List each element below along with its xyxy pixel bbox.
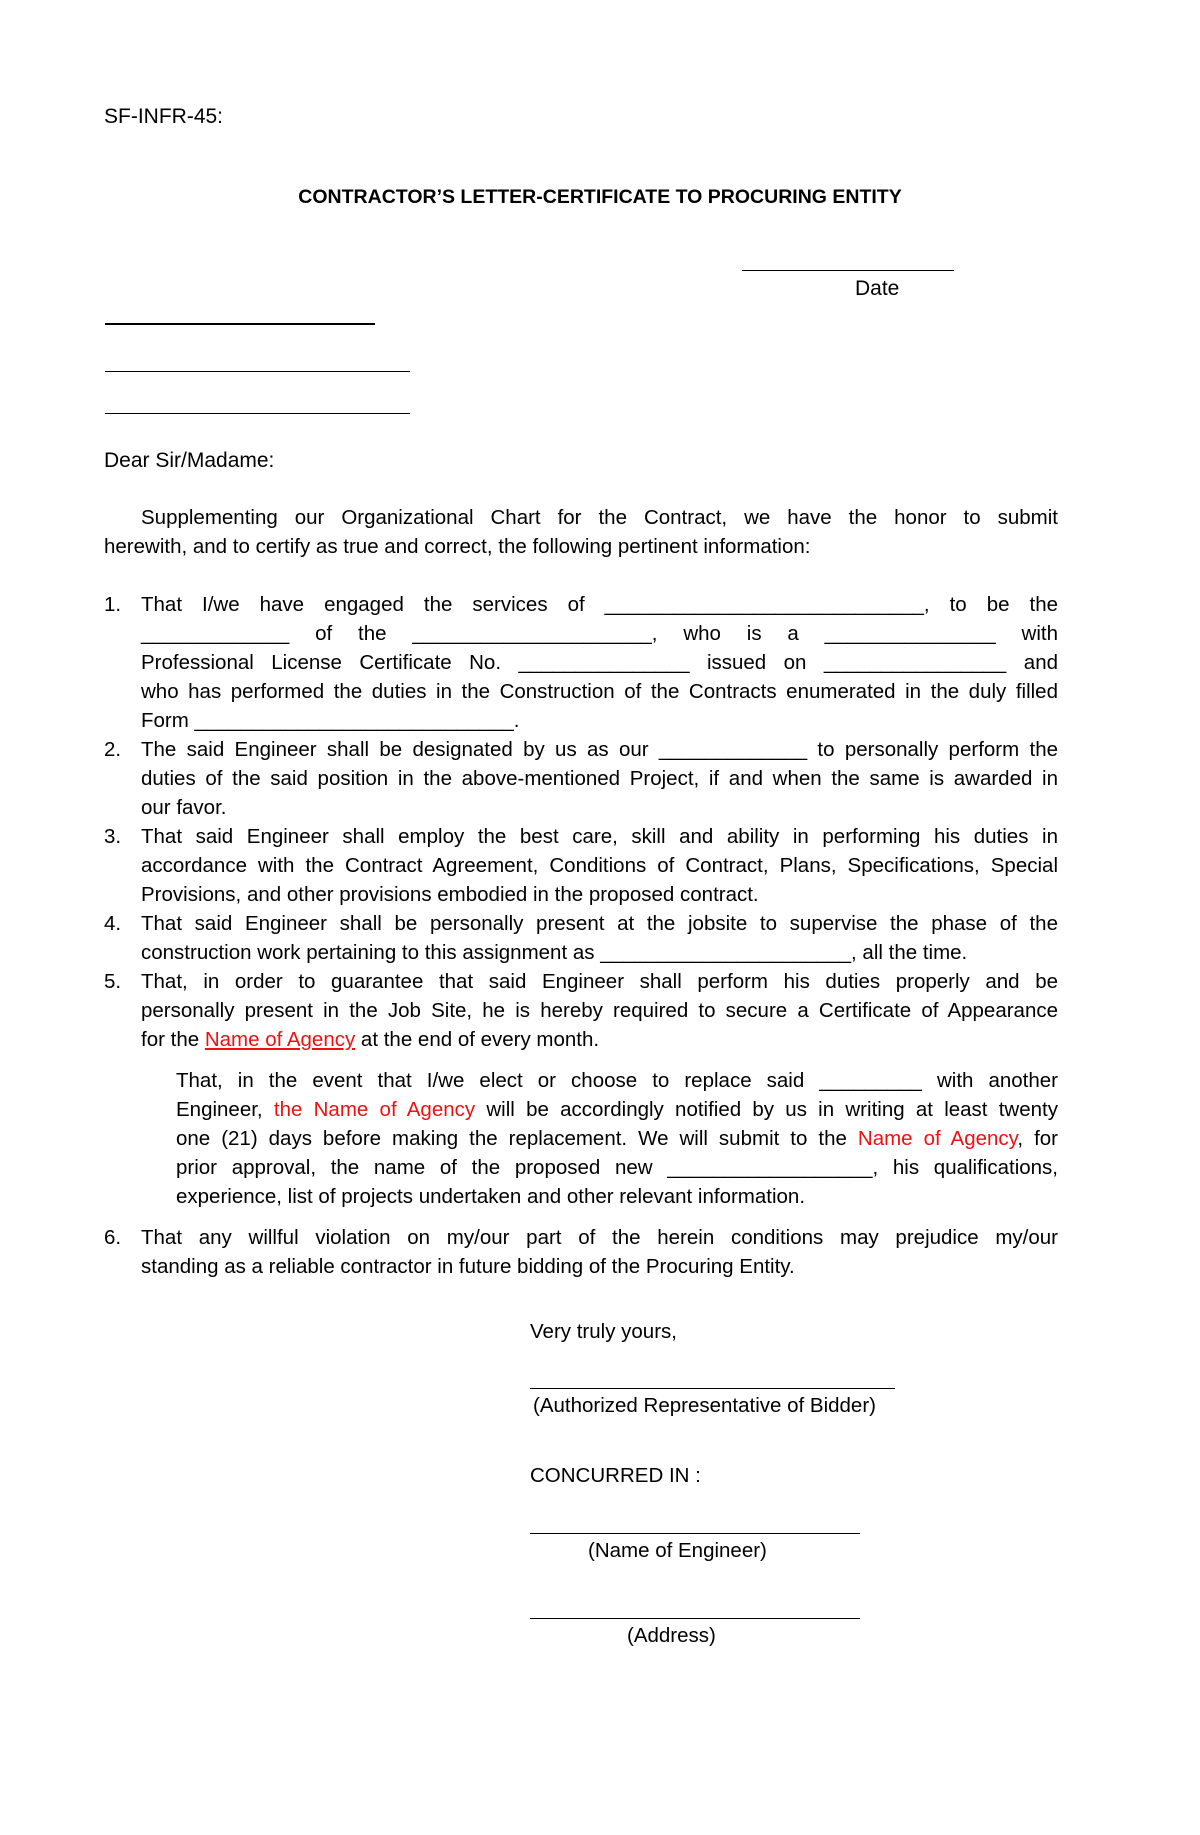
addressee-line-1: [105, 323, 375, 325]
item-number-4: 4.: [104, 912, 122, 935]
sub-paragraph-line-1: That, in the event that I/we elect or choose to replace said _________ with another: [176, 1069, 1058, 1092]
date-label: Date: [855, 277, 900, 300]
engineer-label: (Name of Engineer): [588, 1539, 767, 1562]
representative-signature-line: [530, 1388, 895, 1389]
addressee-line-3: [105, 413, 410, 414]
item-number-2: 2.: [104, 738, 122, 761]
item6-line-1: That any willful violation on my/our part of the herein conditions may prejudice my/our: [141, 1226, 1058, 1249]
representative-label: (Authorized Representative of Bidder): [533, 1394, 876, 1417]
salutation: Dear Sir/Madame:: [104, 449, 275, 472]
valediction: Very truly yours,: [530, 1320, 677, 1343]
engineer-signature-line: [530, 1533, 860, 1534]
item4-line-1: That said Engineer shall be personally present at the jobsite to supervise the phase of the: [141, 912, 1058, 935]
sub-paragraph-line-3: one (21) days before making the replacement. We will submit to the Name of Agency, for: [176, 1127, 1058, 1150]
item-number-6: 6.: [104, 1226, 122, 1249]
item-number-5: 5.: [104, 970, 122, 993]
item2-line-3: our favor.: [141, 796, 227, 819]
item5-line-3: for the Name of Agency at the end of every month.: [141, 1028, 600, 1051]
item1-line-4: who has performed the duties in the Construction of the Contracts enumerated in the duly filled: [141, 680, 1058, 703]
sub-paragraph-line-5: experience, list of projects undertaken and other relevant information.: [176, 1185, 806, 1208]
concurred-label: CONCURRED IN :: [530, 1464, 701, 1487]
item6-line-2: standing as a reliable contractor in future bidding of the Procuring Entity.: [141, 1255, 795, 1278]
item4-line-2: construction work pertaining to this assignment as ______________________, all the time.: [141, 941, 968, 964]
address-label: (Address): [627, 1624, 716, 1647]
sub-paragraph-line-4: prior approval, the name of the proposed new __________________, his qualifications,: [176, 1156, 1058, 1179]
agency-name-placeholder: the Name of Agency: [273, 1098, 476, 1121]
agency-name-placeholder: Name of Agency: [857, 1127, 1018, 1150]
item1-line-3: Professional License Certificate No. _______________ issued on ________________ and: [141, 651, 1058, 674]
item5-line-1: That, in order to guarantee that said Engineer shall perform his duties properly and be: [141, 970, 1058, 993]
item3-line-1: That said Engineer shall employ the best care, skill and ability in performing his duties in: [141, 825, 1058, 848]
item2-line-2: duties of the said position in the above-mentioned Project, if and when the same is awarded in: [141, 767, 1058, 790]
item-number-3: 3.: [104, 825, 122, 848]
item3-line-2: accordance with the Contract Agreement, Conditions of Contract, Plans, Specifications, Special: [141, 854, 1058, 877]
addressee-line-2: [105, 371, 410, 372]
agency-name-placeholder: Name of Agency: [204, 1028, 356, 1051]
item3-line-3: Provisions, and other provisions embodied in the proposed contract.: [141, 883, 759, 906]
item5-line-2: personally present in the Job Site, he is hereby required to secure a Certificate of Appearance: [141, 999, 1058, 1022]
form-code: SF-INFR-45:: [104, 105, 224, 128]
item1-line-2: _____________ of the _____________________, who is a _______________ with: [141, 622, 1058, 645]
document-title: CONTRACTOR’S LETTER-CERTIFICATE TO PROCURING ENTITY: [298, 186, 902, 208]
date-line: [742, 270, 954, 271]
address-line: [530, 1618, 860, 1619]
item1-line-1: That I/we have engaged the services of ____________________________, to be the: [141, 593, 1058, 616]
item-number-1: 1.: [104, 593, 122, 616]
intro-line-2: herewith, and to certify as true and correct, the following pertinent information:: [104, 535, 811, 558]
sub-paragraph-line-2: Engineer, the Name of Agency will be accordingly notified by us in writing at least twenty: [176, 1098, 1058, 1121]
item2-line-1: The said Engineer shall be designated by us as our _____________ to personally perform the: [141, 738, 1058, 761]
item1-line-5: Form ____________________________.: [141, 709, 520, 732]
intro-line-1: Supplementing our Organizational Chart for the Contract, we have the honor to submit: [141, 506, 1058, 529]
